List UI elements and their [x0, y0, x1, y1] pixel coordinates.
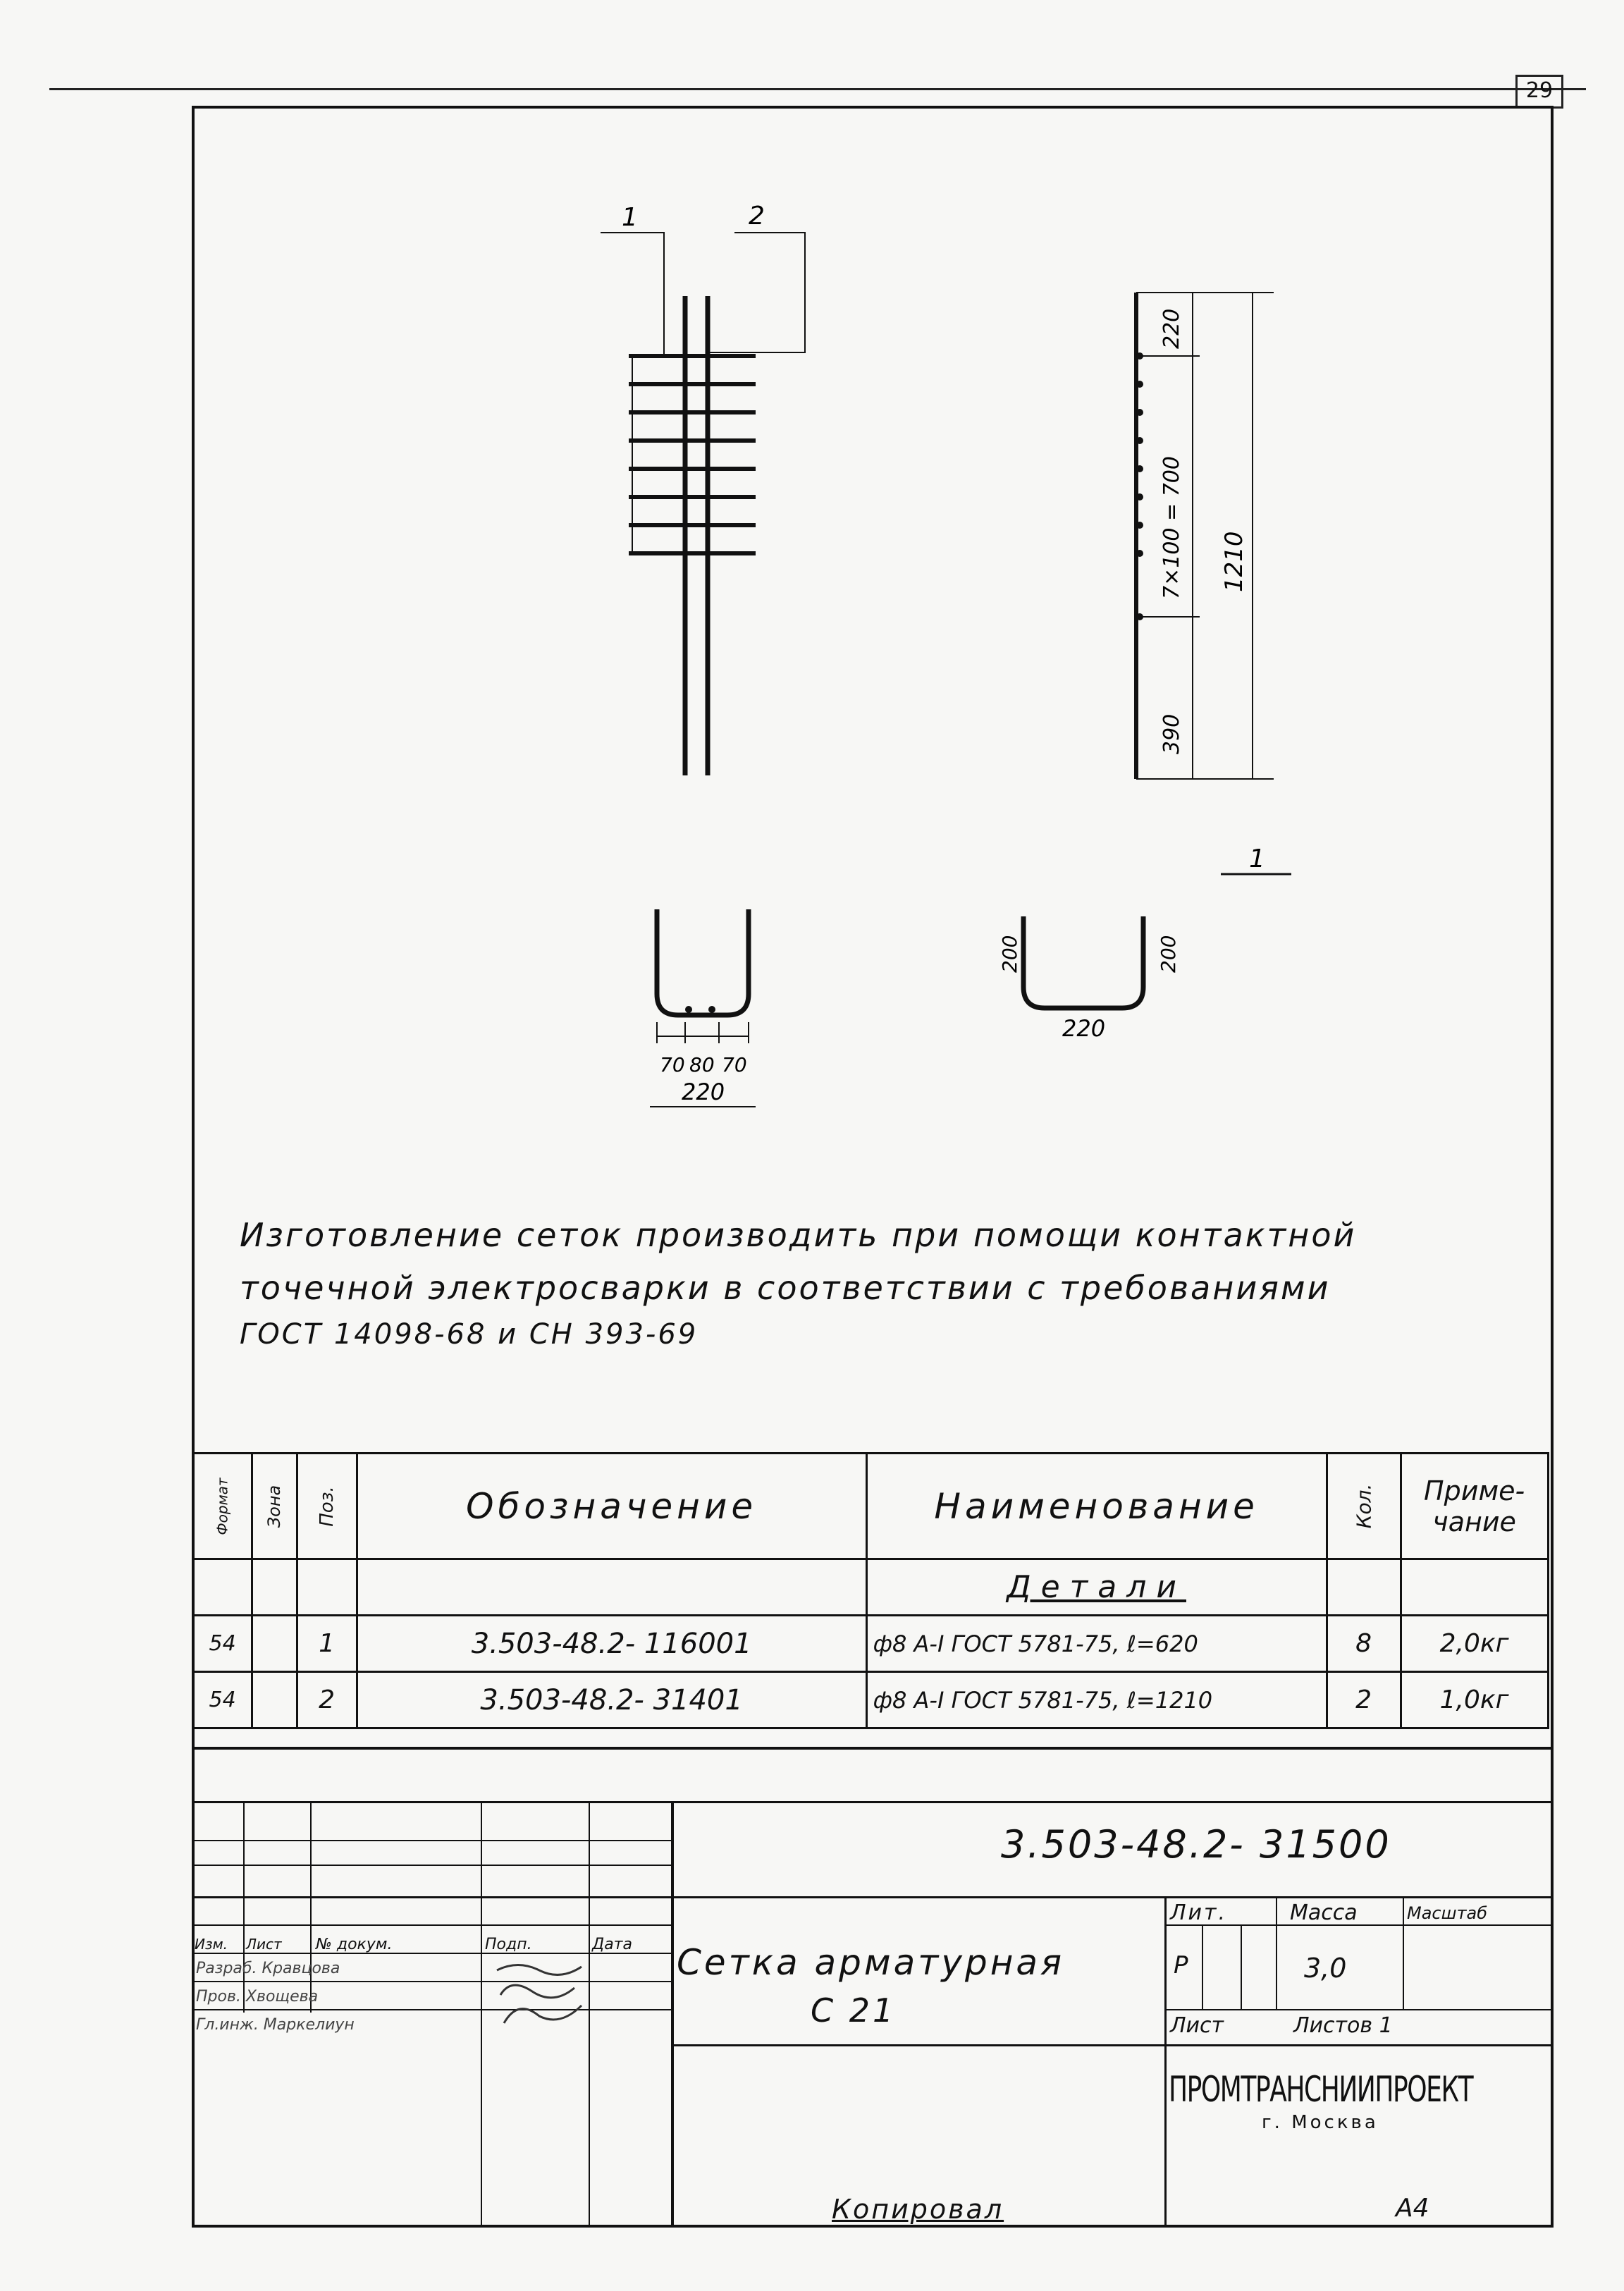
- scale-label: Масштаб: [1407, 1903, 1488, 1923]
- drawing-title: Сетка арматурная: [677, 1942, 1065, 1983]
- header-zone: Зона: [252, 1454, 297, 1559]
- note-line-3: ГОСТ 14098-68 и СН 393-69: [240, 1318, 699, 1351]
- col-doc: № докум.: [316, 1936, 393, 1953]
- organization-city: г. Москва: [1262, 2112, 1379, 2133]
- dim-bottom: 390: [1159, 713, 1184, 754]
- header-format: Формат: [193, 1454, 252, 1559]
- section-title: Детали: [866, 1559, 1327, 1616]
- section-dim-2: 80: [689, 1053, 715, 1076]
- header-qty: Кол.: [1327, 1454, 1401, 1559]
- section-dim-1: 70: [660, 1053, 685, 1076]
- copied-label: Копировал: [832, 2194, 1004, 2225]
- dim-spacing: 7×100 = 700: [1159, 456, 1184, 599]
- header-name: Наименование: [866, 1454, 1327, 1559]
- section-dim-total: 220: [682, 1079, 725, 1105]
- bent-dim-right: 200: [1157, 935, 1180, 973]
- col-date: Дата: [592, 1936, 632, 1953]
- spec-section-row: [193, 1559, 1549, 1616]
- header-pos: Поз.: [297, 1454, 357, 1559]
- lit-value: Р: [1174, 1951, 1188, 1979]
- mass-value: 3,0: [1304, 1953, 1347, 1984]
- organization-name: ПРОМТРАНСНИИПРОЕКТ: [1169, 2069, 1473, 2110]
- person-developer: Разраб. Кравцова: [196, 1960, 340, 1977]
- table-row: 54 2 3.503-48.2- 31401 ф8 А-I ГОСТ 5781-75, ℓ=1210 2 1,0кг: [193, 1672, 1549, 1728]
- dim-total: 1210: [1220, 531, 1248, 592]
- document-code: 3.503-48.2- 31500: [1001, 1822, 1391, 1867]
- sheets-count: Листов 1: [1293, 2013, 1393, 2038]
- mass-label: Масса: [1290, 1900, 1358, 1925]
- top-border-line: [49, 88, 1586, 90]
- position-label-2: 2: [749, 202, 765, 231]
- bent-dim-left: 200: [998, 935, 1021, 973]
- table-row: 54 1 3.503-48.2- 116001 ф8 А-I ГОСТ 5781-75, ℓ=620 8 2,0кг: [193, 1616, 1549, 1672]
- lit-label: Лит.: [1170, 1900, 1228, 1925]
- drawing-mark: С 21: [811, 1991, 897, 2029]
- dim-top: 220: [1159, 308, 1184, 349]
- header-designation: Обозначение: [357, 1454, 866, 1559]
- specification-table: [192, 1452, 1549, 1729]
- position-label-1b: 1: [1249, 844, 1265, 873]
- position-label-1: 1: [622, 203, 638, 232]
- note-line-2: точечной электросварки в соответствии с требованиями: [240, 1269, 1331, 1307]
- note-line-1: Изготовление сеток производить при помощи контактной: [240, 1216, 1357, 1254]
- header-note: Приме-чание: [1401, 1454, 1548, 1559]
- col-izm: Изм.: [195, 1936, 228, 1953]
- section-dim-3: 70: [722, 1053, 747, 1076]
- spec-header-row: [193, 1454, 1549, 1559]
- sheet-number: 29: [1525, 78, 1554, 103]
- person-checker: Пров. Хвощева: [196, 1988, 319, 2006]
- mesh-elevation: [601, 233, 805, 775]
- col-list: Лист: [246, 1936, 282, 1953]
- format-code: А4: [1396, 2194, 1429, 2223]
- sheet-number-box: [1515, 75, 1563, 109]
- col-sign: Подп.: [485, 1936, 532, 1953]
- person-chief: Гл.инж. Маркелиун: [196, 2016, 355, 2034]
- sheet-label: Лист: [1170, 2013, 1224, 2038]
- signature: [490, 1956, 589, 2034]
- side-view-bar: [1136, 293, 1274, 779]
- bent-dim-bottom: 220: [1062, 1015, 1106, 1042]
- section-u-shape: [650, 909, 756, 1107]
